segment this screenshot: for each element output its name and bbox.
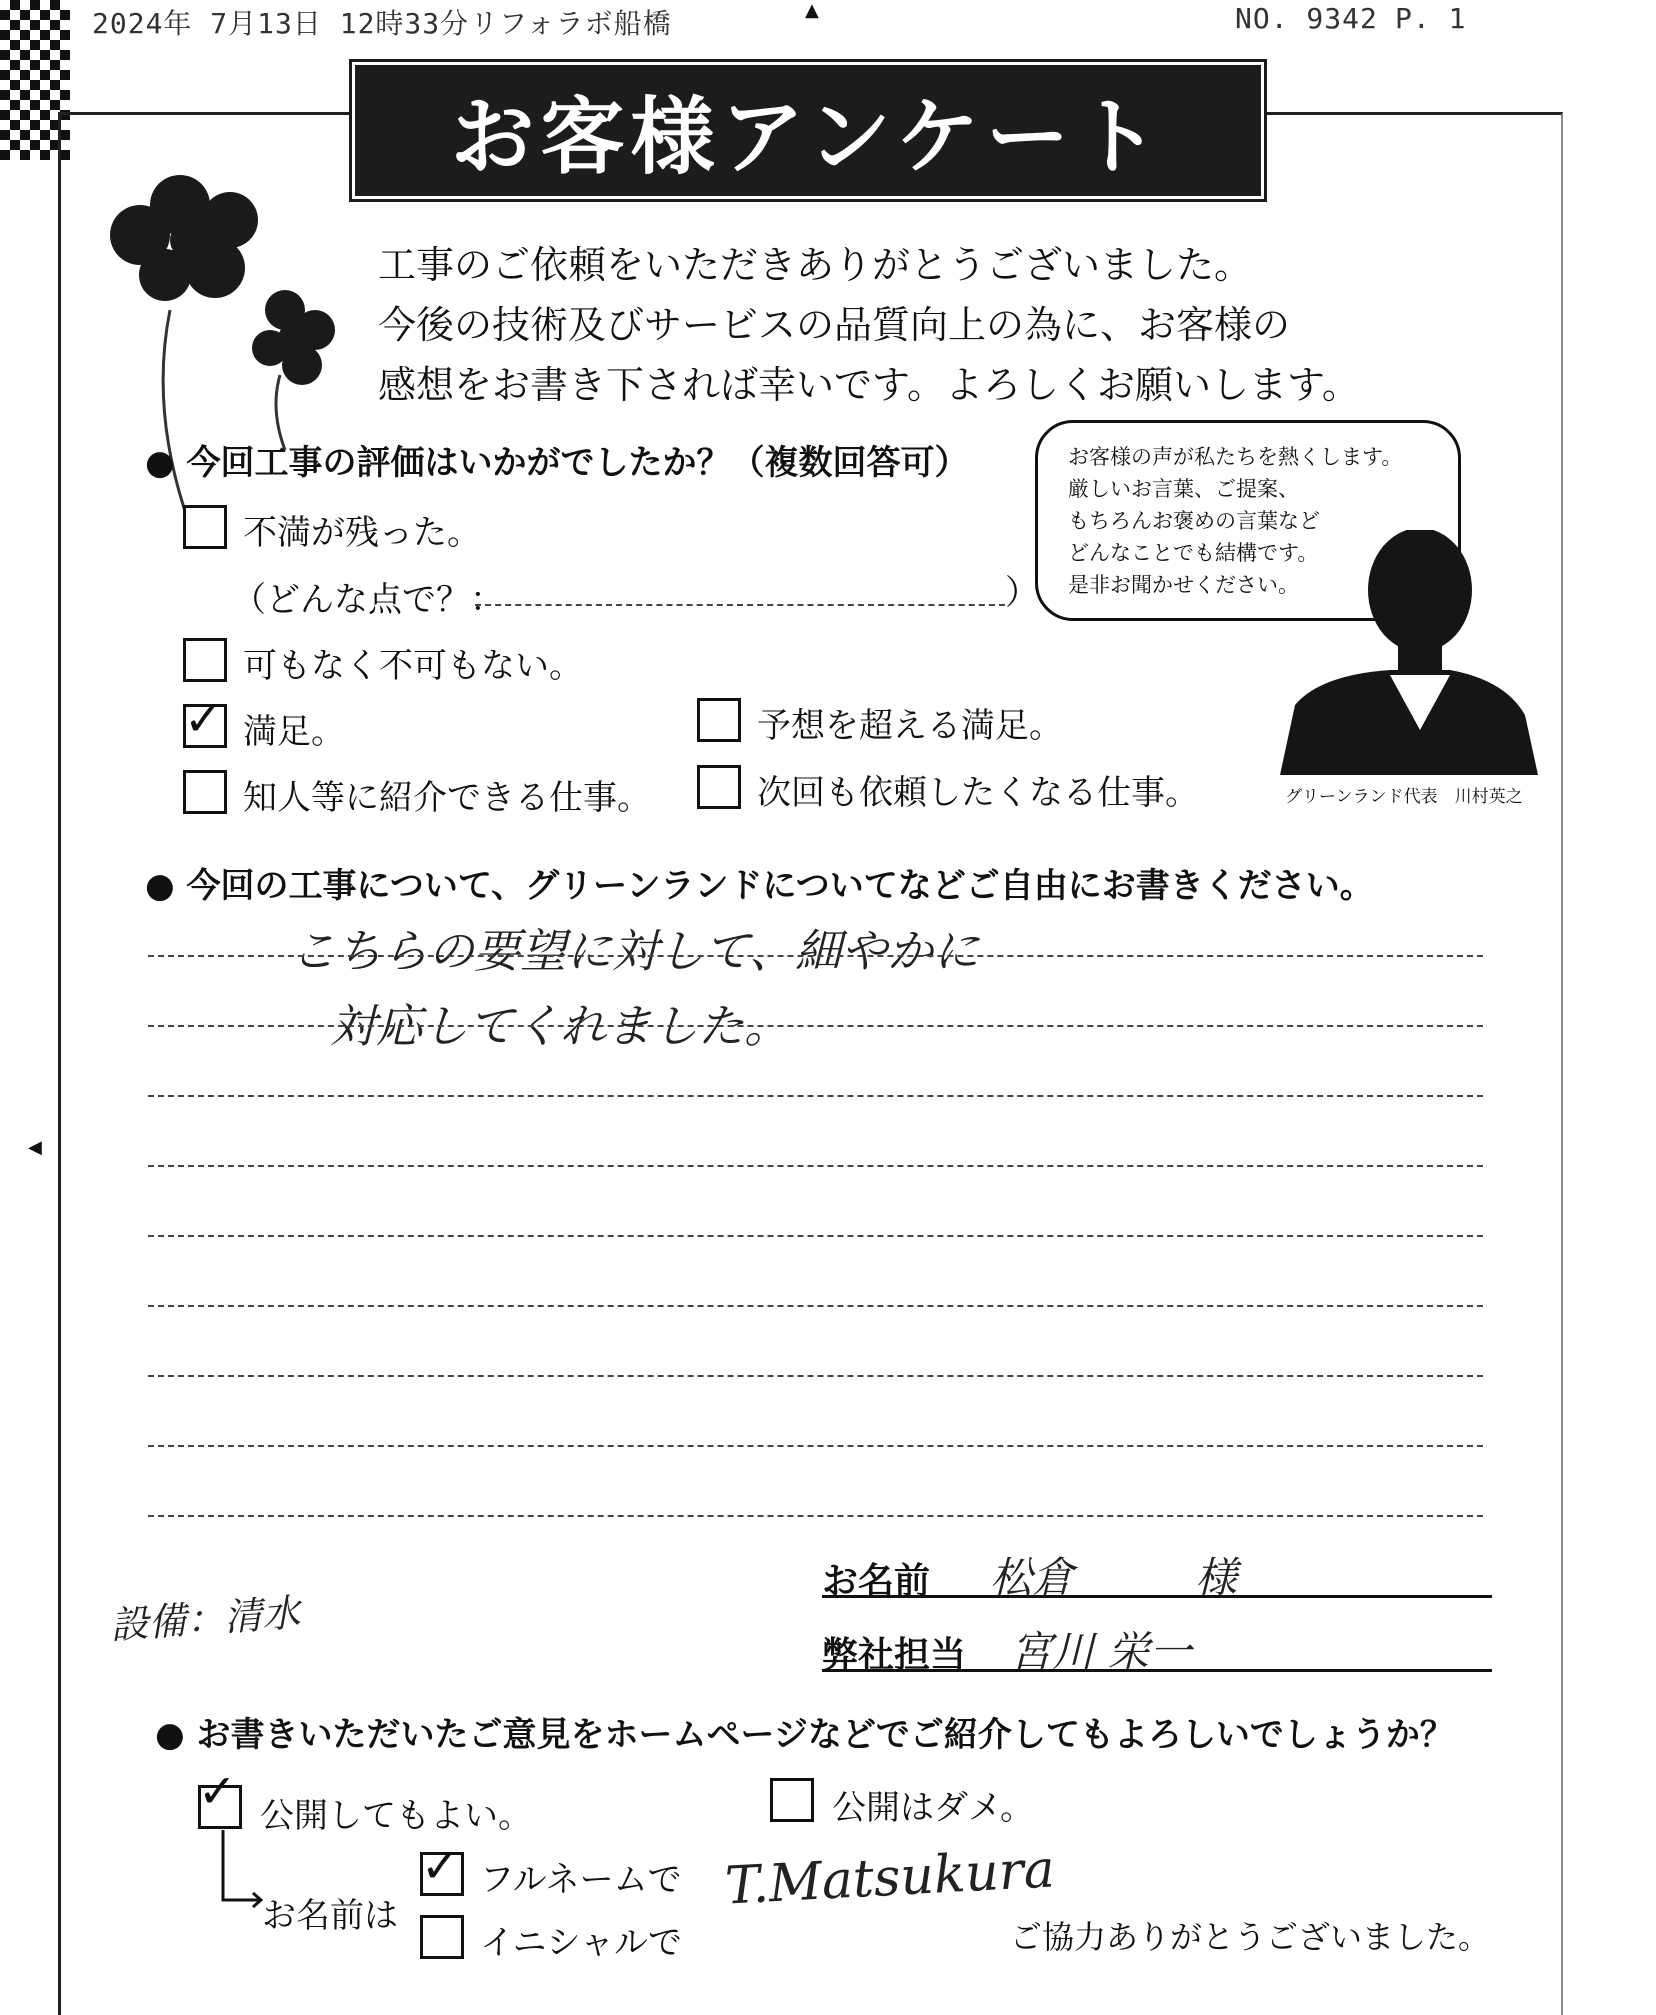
page-title: お客様アンケート — [450, 88, 1166, 186]
checkbox-neutral[interactable] — [183, 638, 227, 682]
fax-datetime: 2024年 7月13日 12時33分 — [92, 7, 470, 40]
honorific: 様 — [1195, 1553, 1238, 1602]
opt-unsatisfied-close: ） — [1005, 573, 1039, 613]
comment-line — [148, 1235, 1483, 1237]
staff-label: 弊社担当 — [822, 1635, 967, 1676]
checkmark-icon: ✓ — [198, 1764, 237, 1818]
checkbox-request-again[interactable] — [697, 765, 741, 809]
checkbox-recommend[interactable] — [183, 770, 227, 814]
name-label: お名前 — [822, 1561, 931, 1602]
fax-sender: リフォラボ船橋 — [470, 7, 672, 40]
opt-fullname-label: フルネームで — [480, 1860, 682, 1900]
comment-line — [148, 1375, 1483, 1377]
checkbox-initial[interactable] — [420, 1915, 464, 1959]
bubble-line-5: 是非お聞かせください。 — [1068, 573, 1299, 597]
comment-line — [148, 1305, 1483, 1307]
q3-question-text: お書きいただいたご意見をホームページなどでご紹介してもよろしいでしょうか？ — [196, 1715, 1454, 1755]
opt-neutral-label: 可もなく不可もない。 — [243, 646, 583, 686]
triangle-up-marker-icon: ▲ — [805, 0, 819, 21]
staff-value[interactable]: 宮川 栄一 — [1010, 1627, 1192, 1676]
bubble-line-2: 厳しいお言葉、ご提案、 — [1068, 477, 1299, 501]
comment-line — [148, 955, 1483, 957]
title-banner — [355, 65, 1261, 196]
opt-satisfied-label: 満足。 — [243, 712, 345, 752]
fax-page: P. 1 — [1395, 2, 1467, 35]
opt-again-label: 次回も依頼したくなる仕事。 — [757, 773, 1199, 813]
q1-question-text: 今回工事の評価はいかがでしたか？（複数回答可） — [186, 443, 969, 483]
name-is-label: お名前は — [262, 1896, 398, 1936]
opt-unsatisfied-detail: （どんな点で？： — [232, 580, 504, 620]
opt-public-ng-label: 公開はダメ。 — [832, 1788, 1034, 1828]
checkbox-beyond-expectation[interactable] — [697, 698, 741, 742]
checkbox-unsatisfied[interactable] — [183, 505, 227, 549]
q2-question: ● 今回の工事について、グリーンランドについてなどご自由にお書きください。 — [145, 866, 1374, 906]
president-caption: グリーンランド代表 川村英之 — [1285, 787, 1523, 807]
opt-unsatisfied-label: 不満が残った。 — [243, 513, 481, 553]
intro-line-2: 今後の技術及びサービスの品質向上の為に、お客様の — [378, 303, 1291, 347]
fax-number: NO. 9342 — [1235, 2, 1378, 35]
opt-public-ok-label: 公開してもよい。 — [260, 1796, 532, 1836]
equipment-note: 設備：清水 — [108, 1590, 302, 1648]
comment-line — [148, 1515, 1483, 1517]
triangle-left-marker-icon: ◀ — [28, 1137, 42, 1158]
checkmark-icon: ✓ — [184, 692, 223, 746]
bubble-line-3: もちろんお褒めの言葉など — [1068, 509, 1320, 533]
name-value[interactable]: 松倉 — [990, 1553, 1075, 1602]
comment-line — [148, 1165, 1483, 1167]
person-silhouette-icon — [1280, 530, 1540, 775]
q1-question: ● 今回工事の評価はいかがでしたか？（複数回答可） — [145, 443, 969, 483]
signature: T.Matsukura — [723, 1839, 1057, 1917]
checkbox-public-ng[interactable] — [770, 1778, 814, 1822]
bubble-line-4: どんなことでも結構です。 — [1068, 541, 1319, 565]
checkmark-icon: ✓ — [421, 1839, 460, 1893]
comment-line — [148, 1445, 1483, 1447]
answer-line-2[interactable]: 対応してくれました。 — [330, 999, 790, 1053]
name-underline — [822, 1595, 1492, 1598]
comment-line — [148, 1095, 1483, 1097]
staff-underline — [822, 1669, 1492, 1672]
answer-line-1[interactable]: こちらの要望に対して、細やかに — [290, 924, 980, 978]
opt-recommend-label: 知人等に紹介できる仕事。 — [243, 778, 651, 818]
bubble-line-1: お客様の声が私たちを熱くします。 — [1068, 445, 1403, 469]
unsatisfied-detail-line[interactable] — [475, 604, 1005, 606]
opt-beyond-label: 予想を超える満足。 — [757, 706, 1063, 746]
comment-line — [148, 1025, 1483, 1027]
opt-initial-label: イニシャルで — [480, 1923, 682, 1963]
thanks-text: ご協力ありがとうございました。 — [1010, 1918, 1491, 1956]
q3-question: ● お書きいただいたご意見をホームページなどでご紹介してもよろしいでしょうか？ — [155, 1715, 1454, 1755]
q2-question-text: 今回の工事について、グリーンランドについてなどご自由にお書きください。 — [186, 866, 1374, 906]
arrow-right-icon — [215, 1830, 265, 1910]
intro-line-3: 感想をお書き下されば幸いです。よろしくお願いします。 — [378, 363, 1360, 407]
intro-line-1: 工事のご依頼をいただきありがとうございました。 — [378, 243, 1253, 287]
